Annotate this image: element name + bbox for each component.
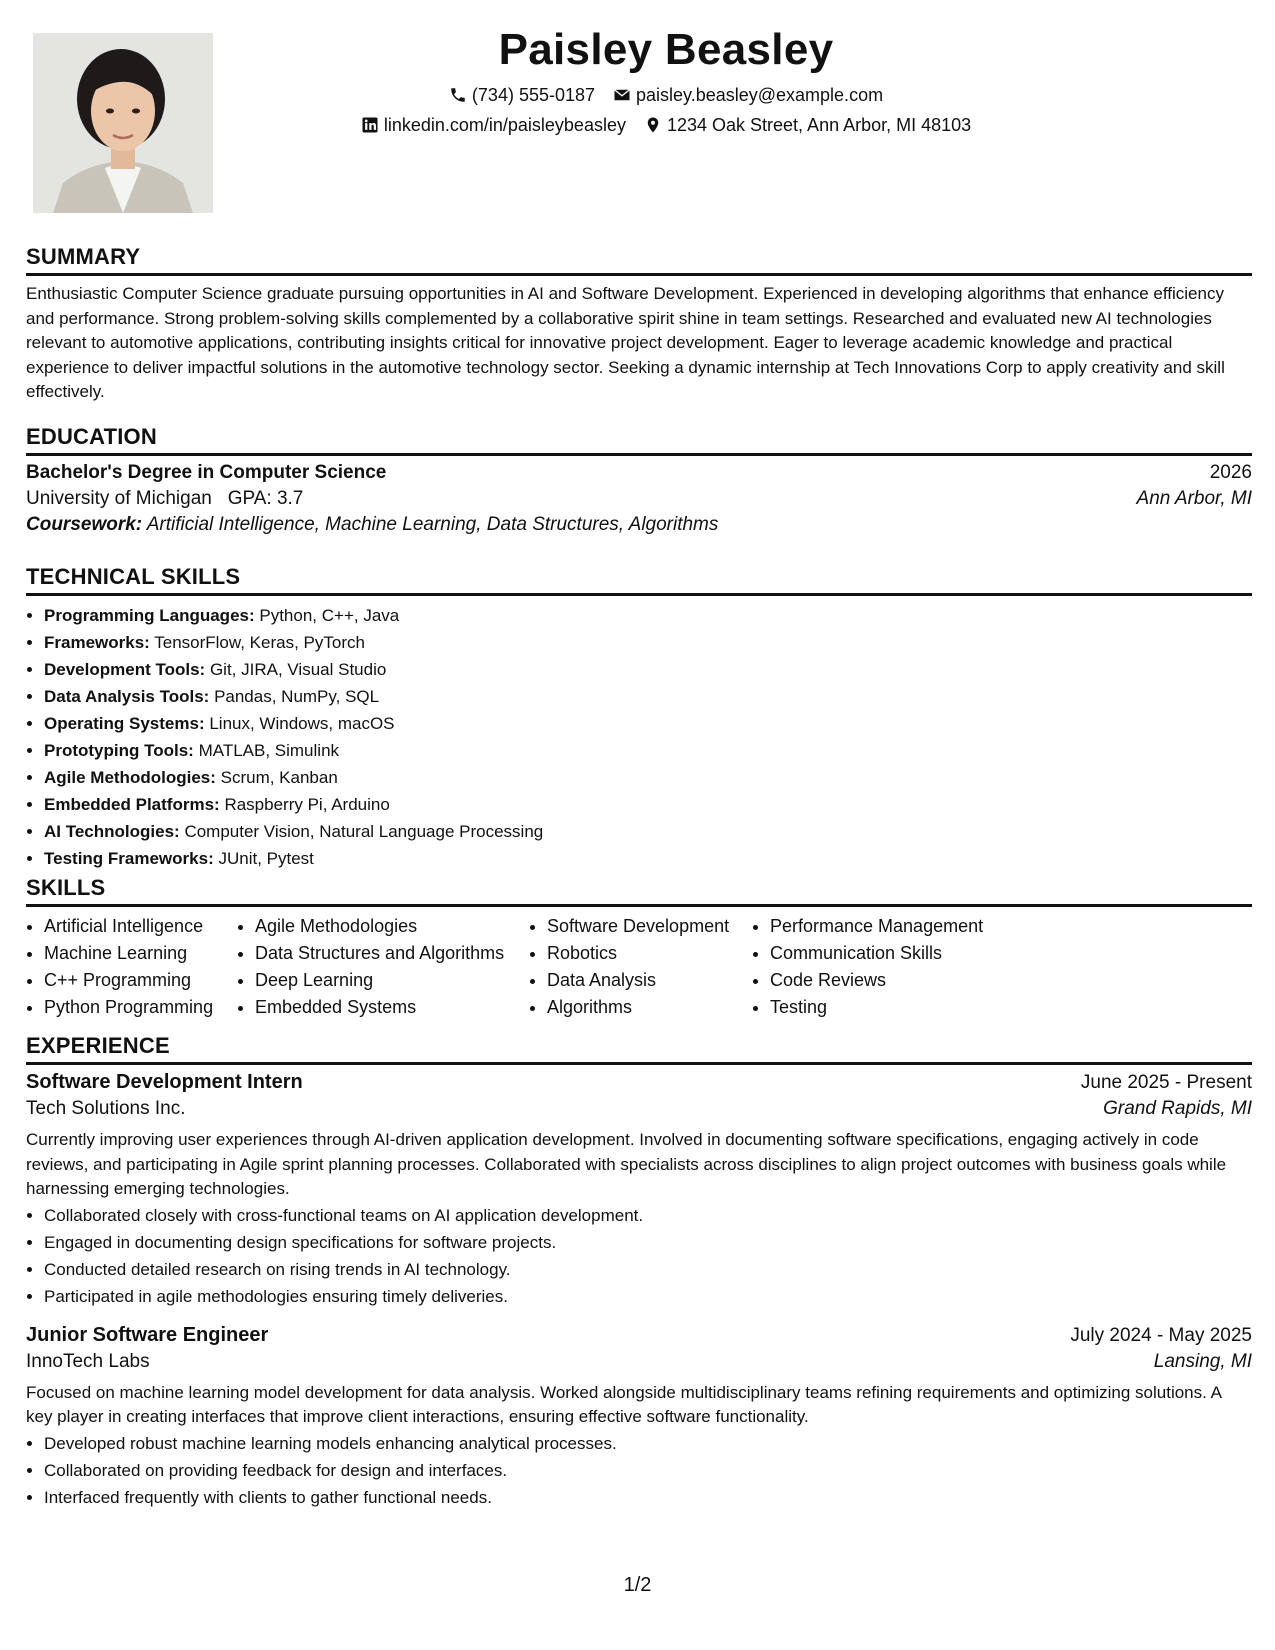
skills-grid bbox=[26, 913, 1252, 1021]
job-entry bbox=[26, 1324, 1252, 1511]
technical-skill-value: MATLAB, Simulink bbox=[198, 741, 340, 760]
job-bullet: • Participated in agile methodologies ensuring timely deliveries. bbox=[44, 1283, 1252, 1310]
degree-name: Bachelor's Degree in Computer Science bbox=[26, 462, 387, 483]
job-location: Grand Rapids, MI bbox=[1103, 1098, 1252, 1119]
technical-skill-item bbox=[44, 656, 1252, 683]
address-contact bbox=[644, 110, 971, 140]
skill-item: • Software Development bbox=[547, 913, 752, 940]
candidate-name: Paisley Beasley bbox=[498, 25, 834, 74]
summary-section bbox=[26, 243, 1252, 405]
summary-text: Enthusiastic Computer Science graduate pursuing opportunities in AI and Software Development. Experienced in developing algorithms that enhance efficiency and performance. Strong problem-solving skills complemented by a collaborative spirit shine in team settings. Researched and evaluated new AI technologies relevant to automotive applications, contributing insights critical for innovative project development. Eager to leverage academic knowledge and practical experience to deliver impactful solutions in the automotive technology sector. Seeking a dynamic internship at Tech Innovations Corp to apply creativity and skill effectively. bbox=[26, 284, 1225, 401]
experience-section bbox=[26, 1032, 1252, 1511]
skills-heading: SKILLS bbox=[26, 874, 1252, 907]
technical-skill-item bbox=[44, 602, 1252, 629]
technical-skill-label: Programming Languages: bbox=[44, 606, 255, 625]
education-degree-row bbox=[26, 462, 1252, 484]
technical-skill-value: Computer Vision, Natural Language Processing bbox=[184, 822, 544, 841]
technical-skill-label: Operating Systems: bbox=[44, 714, 205, 733]
technical-skill-value: TensorFlow, Keras, PyTorch bbox=[154, 633, 365, 652]
technical-skill-item bbox=[44, 764, 1252, 791]
experience-heading: EXPERIENCE bbox=[26, 1032, 1252, 1065]
summary-heading: SUMMARY bbox=[26, 243, 1252, 276]
header bbox=[286, 20, 1046, 140]
coursework-list: Artificial Intelligence, Machine Learning, Data Structures, Algorithms bbox=[146, 514, 719, 535]
map-pin-icon bbox=[644, 116, 662, 134]
skills-column bbox=[237, 913, 529, 1021]
job-company-row bbox=[26, 1098, 1252, 1120]
phone-icon bbox=[449, 86, 467, 104]
skill-item: • Data Structures and Algorithms bbox=[255, 940, 529, 967]
school-info bbox=[26, 488, 303, 510]
technical-skill-label: Frameworks: bbox=[44, 633, 150, 652]
technical-skill-value: Pandas, NumPy, SQL bbox=[214, 687, 380, 706]
technical-skill-label: AI Technologies: bbox=[44, 822, 180, 841]
job-title-row bbox=[26, 1071, 1252, 1094]
job-company: InnoTech Labs bbox=[26, 1350, 150, 1372]
skill-item: • Algorithms bbox=[547, 994, 752, 1021]
skill-item: • Code Reviews bbox=[770, 967, 1012, 994]
job-description: Focused on machine learning model development for data analysis. Worked alongside multidisciplinary teams refining requirements and optimizing solutions. A key player in creating interfaces that improve client interactions, ensuring effective software functionality. bbox=[26, 1382, 1222, 1426]
street-address: 1234 Oak Street, Ann Arbor, MI 48103 bbox=[666, 115, 972, 135]
job-description: Currently improving user experiences through AI-driven application development. Involved in documenting software specifications, engaging actively in code reviews, and participating in Agile sprint planning processes. Collaborated with specialists across disciplines to align project outcomes with business goals while harnessing emerging technologies. bbox=[26, 1130, 1227, 1198]
technical-skill-value: JUnit, Pytest bbox=[218, 849, 314, 868]
skill-item: • C++ Programming bbox=[44, 967, 237, 994]
job-bullet: • Collaborated on providing feedback for design and interfaces. bbox=[44, 1457, 1252, 1484]
technical-skill-item bbox=[44, 683, 1252, 710]
envelope-icon bbox=[613, 86, 631, 104]
skill-item: • Robotics bbox=[547, 940, 752, 967]
job-bullet: • Engaged in documenting design specifications for software projects. bbox=[44, 1229, 1252, 1256]
job-bullets bbox=[26, 1202, 1252, 1310]
experience-list bbox=[26, 1071, 1252, 1511]
profile-photo bbox=[33, 33, 213, 213]
job-bullet: • Conducted detailed research on rising trends in AI technology. bbox=[44, 1256, 1252, 1283]
job-entry bbox=[26, 1071, 1252, 1310]
linkedin-url[interactable]: linkedin.com/in/paisleybeasley bbox=[383, 115, 626, 135]
technical-skill-item bbox=[44, 737, 1252, 764]
graduation-year: 2026 bbox=[1209, 462, 1252, 483]
technical-skill-label: Development Tools: bbox=[44, 660, 206, 679]
technical-skill-label: Data Analysis Tools: bbox=[44, 687, 210, 706]
technical-skill-value: Git, JIRA, Visual Studio bbox=[209, 660, 387, 679]
technical-skill-item bbox=[44, 818, 1252, 845]
job-bullet: • Collaborated closely with cross-functional teams on AI application development. bbox=[44, 1202, 1252, 1229]
linkedin-contact[interactable] bbox=[361, 110, 626, 140]
technical-skill-label: Agile Methodologies: bbox=[44, 768, 216, 787]
technical-skill-item bbox=[44, 629, 1252, 656]
technical-skill-label: Embedded Platforms: bbox=[44, 795, 220, 814]
technical-skill-label: Prototyping Tools: bbox=[44, 741, 194, 760]
technical-skill-item bbox=[44, 710, 1252, 737]
job-bullet: • Interfaced frequently with clients to gather functional needs. bbox=[44, 1484, 1252, 1511]
contact-line-1 bbox=[286, 80, 1046, 110]
resume-page bbox=[26, 0, 1252, 1650]
job-title-row bbox=[26, 1324, 1252, 1347]
email-contact[interactable] bbox=[613, 80, 883, 110]
skill-item: • Embedded Systems bbox=[255, 994, 529, 1021]
contact-line-2 bbox=[286, 110, 1046, 140]
skill-item: • Machine Learning bbox=[44, 940, 237, 967]
technical-skill-value: Raspberry Pi, Arduino bbox=[224, 795, 390, 814]
technical-skill-value: Linux, Windows, macOS bbox=[209, 714, 395, 733]
job-title: Software Development Intern bbox=[26, 1071, 303, 1093]
email-address[interactable]: paisley.beasley@example.com bbox=[636, 85, 884, 105]
education-section bbox=[26, 423, 1252, 536]
skill-item: • Testing bbox=[770, 994, 1012, 1021]
skills-column bbox=[752, 913, 1012, 1021]
technical-skill-value: Python, C++, Java bbox=[259, 606, 400, 625]
linkedin-icon bbox=[361, 116, 379, 134]
job-location: Lansing, MI bbox=[1153, 1350, 1252, 1372]
school-name: University of Michigan bbox=[26, 488, 212, 509]
job-company: Tech Solutions Inc. bbox=[26, 1098, 186, 1119]
skill-item: • Agile Methodologies bbox=[255, 913, 529, 940]
phone-contact bbox=[449, 80, 595, 110]
page-number: 1/2 bbox=[623, 1574, 652, 1596]
skills-section bbox=[26, 874, 1252, 1021]
job-bullet: • Developed robust machine learning models enhancing analytical processes. bbox=[44, 1430, 1252, 1457]
technical-skill-value: Scrum, Kanban bbox=[220, 768, 338, 787]
skill-item: • Artificial Intelligence bbox=[44, 913, 237, 940]
education-heading: EDUCATION bbox=[26, 423, 1252, 456]
job-dates: July 2024 - May 2025 bbox=[1070, 1324, 1252, 1346]
portrait-image bbox=[33, 33, 213, 213]
skill-item: • Performance Management bbox=[770, 913, 1012, 940]
technical-skill-item bbox=[44, 791, 1252, 818]
skill-item: • Data Analysis bbox=[547, 967, 752, 994]
skill-item: • Python Programming bbox=[44, 994, 237, 1021]
technical-skills-list bbox=[26, 602, 1252, 872]
school-location: Ann Arbor, MI bbox=[1136, 488, 1252, 509]
technical-skills-heading: TECHNICAL SKILLS bbox=[26, 563, 1252, 596]
technical-skills-section bbox=[26, 563, 1252, 872]
technical-skill-label: Testing Frameworks: bbox=[44, 849, 214, 868]
gpa: GPA: 3.7 bbox=[227, 488, 304, 509]
coursework bbox=[26, 514, 1252, 536]
coursework-label: Coursework: bbox=[26, 514, 143, 535]
phone-number: (734) 555-0187 bbox=[471, 85, 596, 105]
job-company-row bbox=[26, 1351, 1252, 1373]
job-title: Junior Software Engineer bbox=[26, 1323, 269, 1346]
skill-item: • Communication Skills bbox=[770, 940, 1012, 967]
skills-column bbox=[26, 913, 237, 1021]
education-school-row bbox=[26, 488, 1252, 510]
job-dates: June 2025 - Present bbox=[1080, 1072, 1252, 1093]
skill-item: • Deep Learning bbox=[255, 967, 529, 994]
job-bullets bbox=[26, 1430, 1252, 1511]
technical-skill-item bbox=[44, 845, 1252, 872]
skills-column bbox=[529, 913, 752, 1021]
